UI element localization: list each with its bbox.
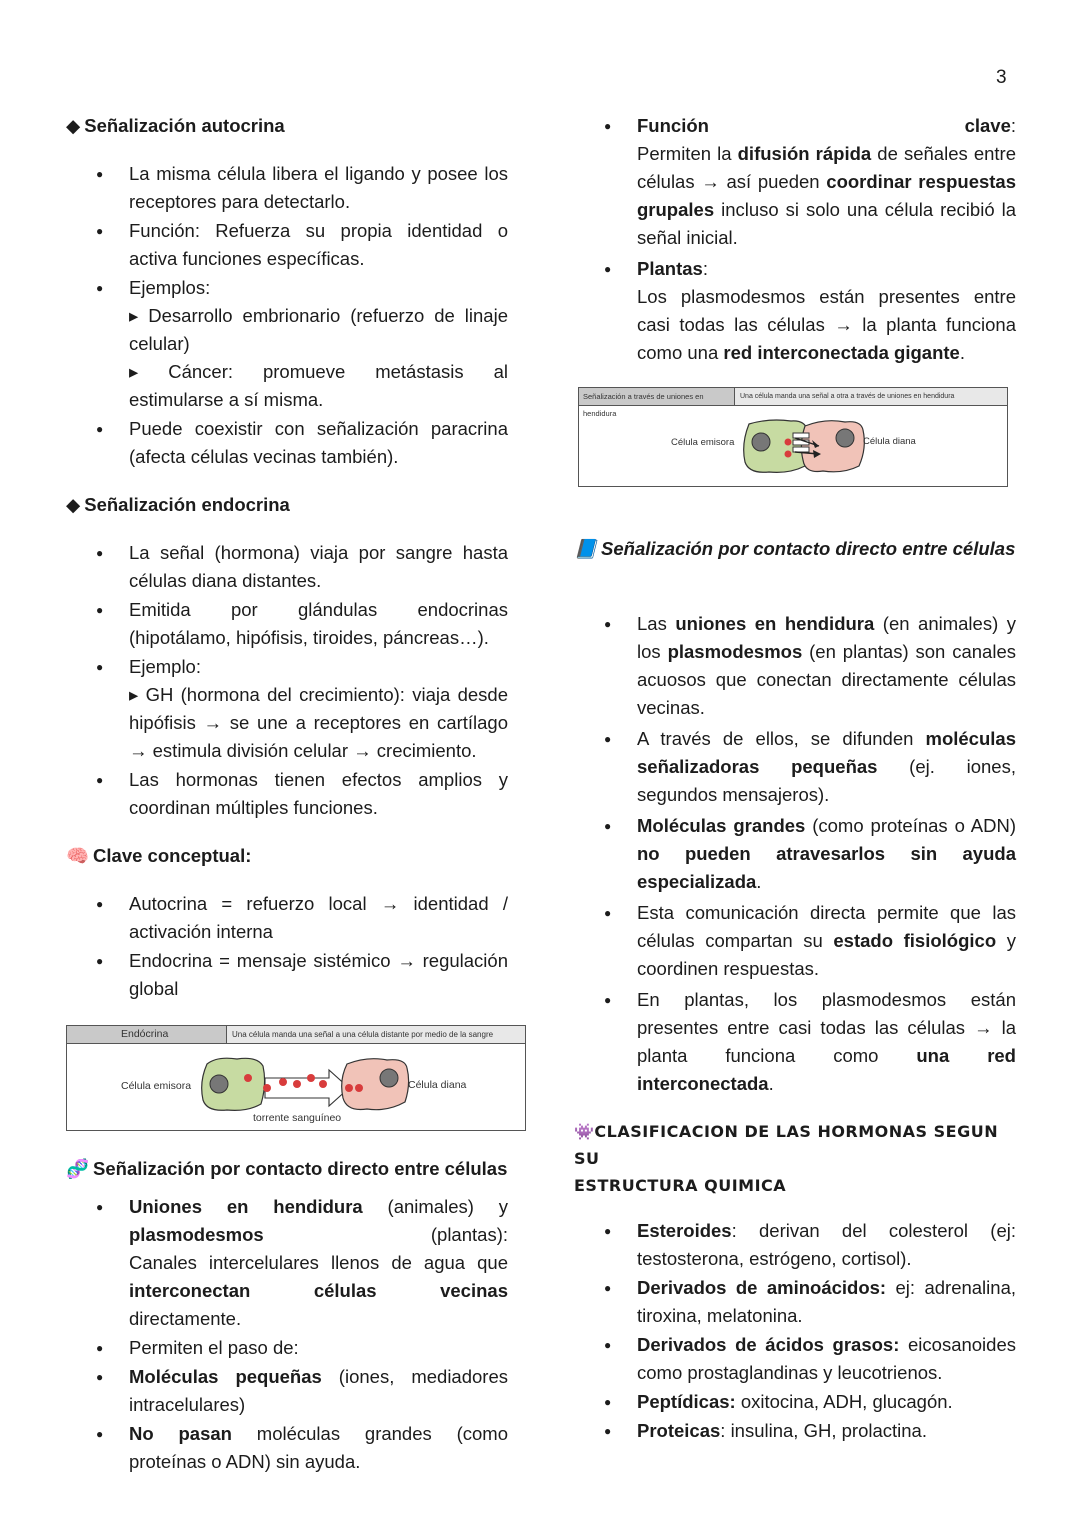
sub-item: ▸ Cáncer: promueve metástasis al estimularse a sí misma. bbox=[129, 361, 508, 410]
list-item: ● La señal (hormona) viaja por sangre hasta células diana distantes. bbox=[66, 539, 508, 595]
bloodstream-arrow bbox=[265, 1070, 349, 1106]
heading-endocrina: ◆ Señalización endocrina bbox=[66, 494, 290, 515]
heading-clave: 🧠 Clave conceptual: bbox=[66, 845, 252, 866]
gap-junction-diagram bbox=[579, 388, 1006, 485]
list-item: ● A través de ellos, se difunden moléculas señalizadoras pequeñas (ej. iones, segundos mensajeros). bbox=[574, 725, 1016, 809]
heading-clasificacion: 👾CLASIFICACION DE LAS HORMONAS SEGUN SU ESTRUCTURA QUIMICA bbox=[574, 1122, 999, 1195]
signal-dot bbox=[785, 451, 792, 458]
list-item: ● Esta comunicación directa permite que las células compartan su estado fisiológico y coordinen respuestas. bbox=[574, 899, 1016, 983]
autocrina-list bbox=[66, 160, 508, 471]
list-item: ● Derivados de ácidos grasos: eicosanoides como prostaglandinas y leucotrienos. bbox=[574, 1331, 1016, 1387]
list-item: ● Endocrina = mensaje sistémico → regulación global bbox=[66, 947, 508, 1003]
page-number: 3 bbox=[996, 67, 1007, 88]
emitter-label: Célula emisora bbox=[671, 437, 735, 448]
book-icon: 📘 bbox=[574, 538, 598, 559]
list-item: ● Ejemplo: ▸ GH (hormona del crecimiento): viaja desde hipófisis → se une a receptores en cartílago → estimula división celular → crecimiento. bbox=[66, 653, 508, 765]
sub-item: ▸ GH (hormona del crecimiento): viaja desde hipófisis → se une a receptores en cartílago → estimula división celular → crecimiento. bbox=[129, 684, 508, 761]
figure-header-left: Señalización a través de uniones en hendidura bbox=[579, 388, 735, 405]
funcion-list bbox=[574, 112, 1016, 367]
signal-dot bbox=[785, 439, 792, 446]
sub-item: ▸ Desarrollo embrionario (refuerzo de linaje celular) bbox=[129, 305, 508, 354]
emitter-nucleus bbox=[752, 433, 770, 451]
heading-autocrina: ◆ Señalización autocrina bbox=[66, 115, 285, 136]
target-cell bbox=[342, 1059, 409, 1110]
signal-dot bbox=[263, 1084, 271, 1092]
list-item: ● Peptídicas: oxitocina, ADH, glucagón. bbox=[574, 1388, 1016, 1416]
list-item: ● No pasan moléculas grandes (como proteínas o ADN) sin ayuda. bbox=[66, 1420, 508, 1476]
signal-dot bbox=[307, 1074, 315, 1082]
list-item: ● Emitida por glándulas endocrinas (hipotálamo, hipófisis, tiroides, páncreas…). bbox=[66, 596, 508, 652]
list-item: ● Moléculas grandes (como proteínas o ADN) no pueden atravesarlos sin ayuda especializada. bbox=[574, 812, 1016, 896]
brain-icon: 🧠 bbox=[66, 845, 90, 866]
target-label: Célula diana bbox=[408, 1079, 467, 1091]
left-column bbox=[66, 112, 508, 1477]
list-item: ● Esteroides: derivan del colesterol (ej: testosterona, estrógeno, cortisol). bbox=[574, 1217, 1016, 1273]
diamond-icon: ◆ bbox=[66, 494, 81, 515]
endocrine-figure bbox=[66, 1025, 526, 1131]
clave-list bbox=[66, 890, 508, 1003]
list-item: ● En plantas, los plasmodesmos están presentes entre casi todas las células → la planta funciona como una red interconectada. bbox=[574, 986, 1016, 1098]
gap-junction-figure bbox=[578, 387, 1008, 487]
list-item: ● La misma célula libera el ligando y posee los receptores para detectarlo. bbox=[66, 160, 508, 216]
signal-dot bbox=[355, 1084, 363, 1092]
list-item: ● Ejemplos: ▸ Desarrollo embrionario (refuerzo de linaje celular) ▸ Cáncer: promueve metástasis al estimularse a sí misma. bbox=[66, 274, 508, 414]
diamond-icon: ◆ bbox=[66, 115, 81, 136]
bloodstream-label: torrente sanguíneo bbox=[253, 1112, 342, 1124]
target-cell bbox=[801, 421, 864, 472]
figure-header-left: Endócrina bbox=[67, 1026, 227, 1043]
section-endocrina bbox=[66, 491, 508, 822]
section-clasificacion bbox=[574, 1118, 1016, 1445]
list-item: ● Puede coexistir con señalización paracrina (afecta células vecinas también). bbox=[66, 415, 508, 471]
endocrina-list bbox=[66, 539, 508, 822]
heading-contacto-right: 📘 Señalización por contacto directo entre células bbox=[574, 538, 1016, 559]
contacto2-list bbox=[574, 610, 1016, 1098]
right-column bbox=[574, 112, 1016, 1446]
signal-dot bbox=[319, 1080, 327, 1088]
alien-icon: 👾 bbox=[574, 1122, 595, 1141]
gap-channel bbox=[793, 433, 809, 438]
dna-icon: 🧬 bbox=[66, 1158, 90, 1179]
gap-channel bbox=[793, 447, 809, 452]
section-autocrina bbox=[66, 112, 508, 471]
contacto-list bbox=[66, 1193, 508, 1476]
emitter-label: Célula emisora bbox=[121, 1080, 192, 1092]
list-item: ● Las hormonas tienen efectos amplios y coordinan múltiples funciones. bbox=[66, 766, 508, 822]
list-item: ● Moléculas pequeñas (iones, mediadores intracelulares) bbox=[66, 1363, 508, 1419]
target-nucleus bbox=[836, 429, 854, 447]
list-item: ● Función: Refuerza su propia identidad o activa funciones específicas. bbox=[66, 217, 508, 273]
heading-contacto: 🧬 Señalización por contacto directo entre células bbox=[66, 1158, 508, 1179]
section-clave bbox=[66, 842, 508, 1003]
section-contacto-left bbox=[66, 1155, 508, 1476]
figure-header-right: Una célula manda una señal a una célula distante por medio de la sangre bbox=[227, 1026, 525, 1043]
target-nucleus bbox=[380, 1069, 398, 1087]
signal-dot bbox=[279, 1078, 287, 1086]
signal-dot bbox=[244, 1074, 252, 1082]
list-item: ● Derivados de aminoácidos: ej: adrenalina, tiroxina, melatonina. bbox=[574, 1274, 1016, 1330]
figure-header-right: Una célula manda una señal a otra a través de uniones en hendidura bbox=[735, 388, 1007, 405]
list-item: ● Las uniones en hendidura (en animales) y los plasmodesmos (en plantas) son canales acuosos que conectan directamente células vecinas. bbox=[574, 610, 1016, 722]
emitter-nucleus bbox=[210, 1075, 228, 1093]
target-label: Célula diana bbox=[863, 436, 916, 447]
list-item: ● Permiten el paso de: bbox=[66, 1334, 508, 1362]
list-item: ● Función clave: Permiten la difusión rápida de señales entre células → así pueden coordinar respuestas grupales incluso si solo una célula recibió la señal inicial. bbox=[574, 112, 1016, 252]
signal-dot bbox=[345, 1084, 353, 1092]
list-item: ● Plantas: Los plasmodesmos están presentes entre casi todas las células → la planta funciona como una red interconectada gigante. bbox=[574, 255, 1016, 367]
list-item: ● Proteicas: insulina, GH, prolactina. bbox=[574, 1417, 1016, 1445]
list-item: ● Uniones en hendidura (animales) y plasmodesmos (plantas): Canales intercelulares llenos de agua que interconectan células vecinas directamente. bbox=[66, 1193, 508, 1333]
section-contacto-right bbox=[574, 535, 1016, 1098]
list-item: ● Autocrina = refuerzo local → identidad / activación interna bbox=[66, 890, 508, 946]
clasificacion-list bbox=[574, 1217, 1016, 1445]
signal-dot bbox=[293, 1080, 301, 1088]
